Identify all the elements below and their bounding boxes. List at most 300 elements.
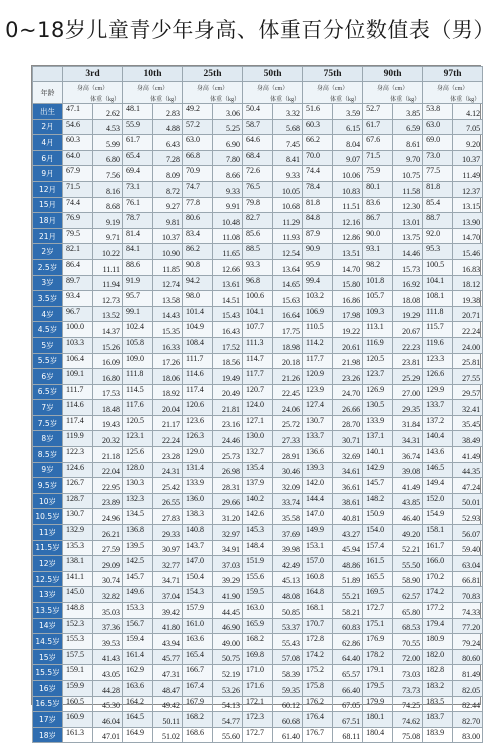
weight-unit-label: 体重（kg） xyxy=(270,97,301,103)
height-value-cell: 182.8 xyxy=(423,665,453,681)
table-row xyxy=(33,712,483,728)
age-cell: 21月 xyxy=(33,228,63,244)
height-value-cell: 176.9 xyxy=(363,634,393,650)
height-value-cell: 79.5 xyxy=(63,228,93,244)
weight-value-cell: 28.31 xyxy=(213,478,243,494)
height-value-cell: 183.9 xyxy=(423,727,453,743)
height-value-cell: 175.1 xyxy=(363,618,393,634)
weight-value-cell: 11.49 xyxy=(453,166,483,182)
height-value-cell: 119.9 xyxy=(63,431,93,447)
weight-unit-label: 体重（kg） xyxy=(390,97,421,103)
age-cell: 2月 xyxy=(33,119,63,135)
table-row xyxy=(33,509,483,525)
height-value-cell: 161.0 xyxy=(183,618,213,634)
height-value-cell: 123.9 xyxy=(303,384,333,400)
weight-value-cell: 11.94 xyxy=(93,275,123,291)
weight-value-cell: 68.53 xyxy=(393,618,423,634)
weight-value-cell: 11.93 xyxy=(273,228,303,244)
height-value-cell: 170.7 xyxy=(303,618,333,634)
weight-value-cell: 58.39 xyxy=(273,665,303,681)
weight-value-cell: 13.51 xyxy=(333,244,363,260)
height-value-cell: 100.6 xyxy=(243,291,273,307)
age-cell: 10.5岁 xyxy=(33,509,63,525)
height-value-cell: 147.0 xyxy=(303,509,333,525)
weight-value-cell: 40.81 xyxy=(333,509,363,525)
height-value-cell: 150.4 xyxy=(183,571,213,587)
weight-value-cell: 16.92 xyxy=(393,275,423,291)
weight-value-cell: 20.04 xyxy=(153,400,183,416)
weight-value-cell: 43.27 xyxy=(333,525,363,541)
weight-value-cell: 28.91 xyxy=(273,447,303,463)
weight-value-cell: 34.91 xyxy=(213,540,243,556)
height-value-cell: 168.1 xyxy=(303,603,333,619)
age-cell: 18岁 xyxy=(33,727,63,743)
weight-value-cell: 3.32 xyxy=(273,104,303,120)
height-value-cell: 178.2 xyxy=(363,649,393,665)
percentile-header: 10th xyxy=(123,67,183,82)
table-row xyxy=(33,525,483,541)
height-value-cell: 49.2 xyxy=(183,104,213,120)
height-value-cell: 153.1 xyxy=(303,540,333,556)
height-value-cell: 76.5 xyxy=(243,181,273,197)
height-value-cell: 176.4 xyxy=(303,712,333,728)
age-cell: 出生 xyxy=(33,104,63,120)
height-value-cell: 159.5 xyxy=(243,587,273,603)
percentile-header: 97th xyxy=(423,67,483,82)
height-value-cell: 150.9 xyxy=(363,509,393,525)
height-value-cell: 162.9 xyxy=(123,665,153,681)
weight-value-cell: 46.40 xyxy=(393,509,423,525)
age-cell: 5岁 xyxy=(33,337,63,353)
height-value-cell: 165.9 xyxy=(243,618,273,634)
height-value-cell: 104.9 xyxy=(183,322,213,338)
weight-value-cell: 66.40 xyxy=(333,680,363,696)
weight-value-cell: 29.09 xyxy=(93,556,123,572)
weight-value-cell: 56.07 xyxy=(453,525,483,541)
height-value-cell: 65.4 xyxy=(123,150,153,166)
weight-value-cell: 15.35 xyxy=(153,322,183,338)
weight-value-cell: 9.20 xyxy=(453,135,483,151)
weight-value-cell: 24.00 xyxy=(453,337,483,353)
weight-value-cell: 13.75 xyxy=(393,228,423,244)
height-value-cell: 168.2 xyxy=(243,634,273,650)
age-cell: 3岁 xyxy=(33,275,63,291)
table-row xyxy=(33,166,483,182)
weight-value-cell: 10.22 xyxy=(93,244,123,260)
height-value-cell: 117.7 xyxy=(303,353,333,369)
height-value-cell: 130.3 xyxy=(123,478,153,494)
height-value-cell: 134.5 xyxy=(123,509,153,525)
age-cell: 12.5岁 xyxy=(33,571,63,587)
weight-unit-label: 体重（kg） xyxy=(450,97,481,103)
height-value-cell: 81.8 xyxy=(423,181,453,197)
height-value-cell: 116.9 xyxy=(363,337,393,353)
weight-value-cell: 41.49 xyxy=(393,478,423,494)
weight-value-cell: 16.83 xyxy=(453,259,483,275)
height-value-cell: 158.1 xyxy=(423,525,453,541)
weight-value-cell: 17.52 xyxy=(213,337,243,353)
weight-value-cell: 8.41 xyxy=(273,150,303,166)
table-row xyxy=(33,618,483,634)
height-value-cell: 123.1 xyxy=(123,431,153,447)
weight-value-cell: 16.09 xyxy=(93,353,123,369)
height-value-cell: 154.9 xyxy=(423,509,453,525)
weight-value-cell: 11.51 xyxy=(333,197,363,213)
height-value-cell: 143.6 xyxy=(423,447,453,463)
weight-value-cell: 79.24 xyxy=(453,634,483,650)
height-value-cell: 61.7 xyxy=(123,135,153,151)
height-value-cell: 64.6 xyxy=(243,135,273,151)
height-value-cell: 168.2 xyxy=(183,712,213,728)
weight-value-cell: 77.20 xyxy=(453,618,483,634)
table-row xyxy=(33,228,483,244)
weight-value-cell: 9.71 xyxy=(93,228,123,244)
weight-value-cell: 8.72 xyxy=(153,181,183,197)
height-value-cell: 136.8 xyxy=(123,525,153,541)
height-value-cell: 149.6 xyxy=(123,587,153,603)
weight-value-cell: 48.08 xyxy=(273,587,303,603)
height-value-cell: 52.7 xyxy=(363,104,393,120)
weight-value-cell: 46.04 xyxy=(93,712,123,728)
height-value-cell: 82.7 xyxy=(243,213,273,229)
weight-value-cell: 63.04 xyxy=(453,556,483,572)
weight-value-cell: 83.00 xyxy=(453,727,483,743)
weight-unit-label: 体重（kg） xyxy=(330,97,361,103)
height-value-cell: 102.4 xyxy=(123,322,153,338)
height-value-cell: 114.7 xyxy=(243,353,273,369)
height-value-cell: 120.5 xyxy=(363,353,393,369)
height-value-cell: 175.2 xyxy=(303,665,333,681)
height-value-cell: 125.6 xyxy=(123,447,153,463)
height-unit-label: 身高（cm） xyxy=(136,86,169,92)
height-value-cell: 152.0 xyxy=(423,493,453,509)
weight-value-cell: 55.50 xyxy=(393,556,423,572)
height-value-cell: 103.3 xyxy=(63,337,93,353)
weight-value-cell: 10.05 xyxy=(273,181,303,197)
weight-value-cell: 31.84 xyxy=(393,415,423,431)
height-value-cell: 172.7 xyxy=(363,603,393,619)
height-value-cell: 123.3 xyxy=(423,353,453,369)
height-value-cell: 90.9 xyxy=(303,244,333,260)
weight-value-cell: 38.49 xyxy=(453,431,483,447)
height-value-cell: 47.1 xyxy=(63,104,93,120)
corner-cell xyxy=(33,67,63,82)
height-unit-label: 身高（cm） xyxy=(76,86,109,92)
height-value-cell: 124.6 xyxy=(63,462,93,478)
weight-value-cell: 47.01 xyxy=(93,727,123,743)
height-value-cell: 160.8 xyxy=(303,571,333,587)
weight-value-cell: 3.59 xyxy=(333,104,363,120)
height-value-cell: 157.0 xyxy=(303,556,333,572)
height-value-cell: 154.3 xyxy=(183,587,213,603)
height-value-cell: 137.2 xyxy=(423,415,453,431)
height-value-cell: 104.1 xyxy=(423,275,453,291)
weight-value-cell: 25.42 xyxy=(153,478,183,494)
weight-value-cell: 20.49 xyxy=(213,384,243,400)
height-value-cell: 127.1 xyxy=(243,415,273,431)
height-value-cell: 128.0 xyxy=(123,462,153,478)
height-value-cell: 160.5 xyxy=(63,696,93,712)
weight-value-cell: 18.48 xyxy=(93,400,123,416)
weight-value-cell: 74.33 xyxy=(453,603,483,619)
height-value-cell: 71.5 xyxy=(363,150,393,166)
height-value-cell: 95.9 xyxy=(303,259,333,275)
height-value-cell: 167.4 xyxy=(183,680,213,696)
height-value-cell: 64.0 xyxy=(63,150,93,166)
weight-value-cell: 27.00 xyxy=(393,384,423,400)
height-value-cell: 78.7 xyxy=(123,213,153,229)
height-value-cell: 123.6 xyxy=(183,415,213,431)
height-value-cell: 100.0 xyxy=(63,322,93,338)
weight-value-cell: 27.83 xyxy=(153,509,183,525)
weight-value-cell: 16.33 xyxy=(153,337,183,353)
weight-value-cell: 14.46 xyxy=(393,244,423,260)
height-value-cell: 87.9 xyxy=(303,228,333,244)
weight-value-cell: 20.32 xyxy=(93,431,123,447)
weight-value-cell: 23.28 xyxy=(153,447,183,463)
height-value-cell: 101.4 xyxy=(183,306,213,322)
weight-value-cell: 23.81 xyxy=(393,353,423,369)
height-value-cell: 127.4 xyxy=(303,400,333,416)
weight-value-cell: 43.05 xyxy=(93,665,123,681)
unit-header xyxy=(63,82,123,104)
table-row xyxy=(33,353,483,369)
height-value-cell: 129.9 xyxy=(423,384,453,400)
height-value-cell: 83.4 xyxy=(183,228,213,244)
weight-value-cell: 4.88 xyxy=(153,119,183,135)
age-cell: 14岁 xyxy=(33,618,63,634)
weight-value-cell: 23.26 xyxy=(333,369,363,385)
weight-value-cell: 59.35 xyxy=(273,680,303,696)
height-value-cell: 177.2 xyxy=(423,603,453,619)
weight-value-cell: 60.83 xyxy=(333,618,363,634)
height-value-cell: 126.9 xyxy=(363,384,393,400)
weight-value-cell: 6.80 xyxy=(93,150,123,166)
height-value-cell: 61.7 xyxy=(363,119,393,135)
weight-value-cell: 7.28 xyxy=(153,150,183,166)
weight-value-cell: 12.73 xyxy=(93,291,123,307)
height-value-cell: 163.6 xyxy=(123,680,153,696)
weight-value-cell: 53.37 xyxy=(273,618,303,634)
weight-value-cell: 32.69 xyxy=(333,447,363,463)
height-value-cell: 142.6 xyxy=(243,509,273,525)
weight-value-cell: 14.37 xyxy=(93,322,123,338)
weight-value-cell: 35.58 xyxy=(273,509,303,525)
table-row xyxy=(33,540,483,556)
height-value-cell: 176.2 xyxy=(303,696,333,712)
weight-value-cell: 4.12 xyxy=(453,104,483,120)
weight-value-cell: 52.21 xyxy=(393,540,423,556)
height-value-cell: 111.7 xyxy=(183,353,213,369)
weight-value-cell: 13.90 xyxy=(453,213,483,229)
weight-value-cell: 64.40 xyxy=(333,649,363,665)
height-value-cell: 154.0 xyxy=(363,525,393,541)
percentile-header: 90th xyxy=(363,67,423,82)
weight-value-cell: 21.98 xyxy=(333,353,363,369)
weight-value-cell: 19.29 xyxy=(393,306,423,322)
height-value-cell: 145.0 xyxy=(63,587,93,603)
age-cell: 16岁 xyxy=(33,680,63,696)
height-value-cell: 148.4 xyxy=(243,540,273,556)
weight-value-cell: 48.86 xyxy=(333,556,363,572)
weight-value-cell: 15.63 xyxy=(273,291,303,307)
height-value-cell: 139.3 xyxy=(303,462,333,478)
height-value-cell: 76.1 xyxy=(123,197,153,213)
weight-value-cell: 61.40 xyxy=(273,727,303,743)
weight-value-cell: 14.51 xyxy=(213,291,243,307)
weight-value-cell: 26.66 xyxy=(333,400,363,416)
height-value-cell: 142.5 xyxy=(123,556,153,572)
weight-value-cell: 41.90 xyxy=(213,587,243,603)
age-cell: 9.5岁 xyxy=(33,478,63,494)
weight-value-cell: 14.70 xyxy=(453,228,483,244)
weight-value-cell: 35.03 xyxy=(93,603,123,619)
weight-value-cell: 41.80 xyxy=(153,618,183,634)
height-value-cell: 120.5 xyxy=(123,415,153,431)
age-cell: 15月 xyxy=(33,197,63,213)
weight-value-cell: 28.70 xyxy=(333,415,363,431)
height-value-cell: 160.9 xyxy=(63,712,93,728)
height-value-cell: 119.6 xyxy=(423,337,453,353)
weight-value-cell: 37.36 xyxy=(93,618,123,634)
weight-value-cell: 70.55 xyxy=(393,634,423,650)
height-value-cell: 120.7 xyxy=(243,384,273,400)
height-value-cell: 78.4 xyxy=(303,181,333,197)
weight-value-cell: 5.25 xyxy=(213,119,243,135)
height-value-cell: 96.7 xyxy=(63,306,93,322)
weight-value-cell: 25.73 xyxy=(213,447,243,463)
height-value-cell: 172.3 xyxy=(243,712,273,728)
weight-value-cell: 10.90 xyxy=(153,244,183,260)
weight-value-cell: 54.77 xyxy=(213,712,243,728)
height-value-cell: 104.1 xyxy=(243,306,273,322)
weight-value-cell: 39.53 xyxy=(93,634,123,650)
table-row xyxy=(33,244,483,260)
height-value-cell: 129.0 xyxy=(183,447,213,463)
weight-value-cell: 30.46 xyxy=(273,462,303,478)
height-value-cell: 126.3 xyxy=(183,431,213,447)
weight-value-cell: 51.02 xyxy=(153,727,183,743)
weight-value-cell: 43.94 xyxy=(153,634,183,650)
weight-value-cell: 65.57 xyxy=(333,665,363,681)
age-cell: 16.5岁 xyxy=(33,696,63,712)
weight-value-cell: 47.31 xyxy=(153,665,183,681)
height-value-cell: 138.3 xyxy=(183,509,213,525)
height-value-cell: 128.7 xyxy=(63,493,93,509)
weight-value-cell: 60.12 xyxy=(273,696,303,712)
unit-header-row xyxy=(33,82,483,104)
height-value-cell: 114.5 xyxy=(123,384,153,400)
weight-value-cell: 20.71 xyxy=(453,306,483,322)
height-value-cell: 180.9 xyxy=(423,634,453,650)
weight-value-cell: 14.65 xyxy=(273,275,303,291)
height-value-cell: 171.6 xyxy=(243,680,273,696)
weight-value-cell: 25.72 xyxy=(273,415,303,431)
weight-value-cell: 8.16 xyxy=(93,181,123,197)
weight-value-cell: 37.03 xyxy=(213,556,243,572)
weight-value-cell: 9.07 xyxy=(333,150,363,166)
weight-value-cell: 11.85 xyxy=(153,259,183,275)
weight-value-cell: 11.58 xyxy=(393,181,423,197)
height-value-cell: 76.9 xyxy=(63,213,93,229)
height-value-cell: 120.6 xyxy=(183,400,213,416)
height-value-cell: 82.1 xyxy=(63,244,93,260)
weight-value-cell: 15.43 xyxy=(213,306,243,322)
weight-value-cell: 75.08 xyxy=(393,727,423,743)
table-row xyxy=(33,322,483,338)
weight-value-cell: 30.97 xyxy=(153,540,183,556)
weight-value-cell: 10.68 xyxy=(273,197,303,213)
height-value-cell: 124.0 xyxy=(243,400,273,416)
height-value-cell: 95.3 xyxy=(423,244,453,260)
table-row xyxy=(33,104,483,120)
height-value-cell: 142.0 xyxy=(303,478,333,494)
height-value-cell: 120.9 xyxy=(303,369,333,385)
weight-value-cell: 16.43 xyxy=(213,322,243,338)
weight-value-cell: 7.80 xyxy=(213,150,243,166)
height-value-cell: 69.4 xyxy=(123,166,153,182)
table-row xyxy=(33,649,483,665)
height-value-cell: 93.1 xyxy=(363,244,393,260)
weight-value-cell: 8.61 xyxy=(393,135,423,151)
height-value-cell: 74.4 xyxy=(303,166,333,182)
weight-value-cell: 67.51 xyxy=(333,712,363,728)
height-value-cell: 183.7 xyxy=(423,712,453,728)
weight-value-cell: 12.30 xyxy=(393,197,423,213)
height-value-cell: 94.2 xyxy=(183,275,213,291)
height-value-cell: 172.8 xyxy=(303,634,333,650)
weight-value-cell: 12.16 xyxy=(333,213,363,229)
weight-value-cell: 36.61 xyxy=(333,478,363,494)
table-row xyxy=(33,119,483,135)
weight-value-cell: 36.74 xyxy=(393,447,423,463)
height-value-cell: 53.8 xyxy=(423,104,453,120)
weight-value-cell: 22.95 xyxy=(93,478,123,494)
weight-value-cell: 70.83 xyxy=(453,587,483,603)
unit-header xyxy=(303,82,363,104)
weight-value-cell: 49.42 xyxy=(153,696,183,712)
height-value-cell: 161.3 xyxy=(63,727,93,743)
weight-value-cell: 18.08 xyxy=(393,291,423,307)
table-row xyxy=(33,135,483,151)
weight-value-cell: 7.56 xyxy=(93,166,123,182)
height-value-cell: 179.9 xyxy=(363,696,393,712)
height-value-cell: 159.4 xyxy=(123,634,153,650)
height-value-cell: 164.8 xyxy=(303,587,333,603)
height-value-cell: 111.8 xyxy=(123,369,153,385)
weight-value-cell: 45.13 xyxy=(273,571,303,587)
weight-value-cell: 39.98 xyxy=(273,540,303,556)
height-value-cell: 106.9 xyxy=(303,306,333,322)
height-value-cell: 140.8 xyxy=(183,525,213,541)
table-row xyxy=(33,680,483,696)
height-value-cell: 130.7 xyxy=(303,415,333,431)
weight-value-cell: 44.28 xyxy=(93,680,123,696)
height-value-cell: 137.9 xyxy=(243,478,273,494)
height-value-cell: 164.5 xyxy=(123,712,153,728)
height-value-cell: 140.4 xyxy=(423,431,453,447)
height-value-cell: 153.3 xyxy=(123,603,153,619)
height-value-cell: 169.5 xyxy=(363,587,393,603)
height-value-cell: 100.5 xyxy=(423,259,453,275)
weight-value-cell: 2.83 xyxy=(153,104,183,120)
weight-value-cell: 8.66 xyxy=(213,166,243,182)
weight-value-cell: 16.64 xyxy=(273,306,303,322)
height-value-cell: 60.3 xyxy=(303,119,333,135)
height-value-cell: 133.9 xyxy=(363,415,393,431)
height-value-cell: 168.6 xyxy=(183,727,213,743)
age-cell: 15.5岁 xyxy=(33,665,63,681)
